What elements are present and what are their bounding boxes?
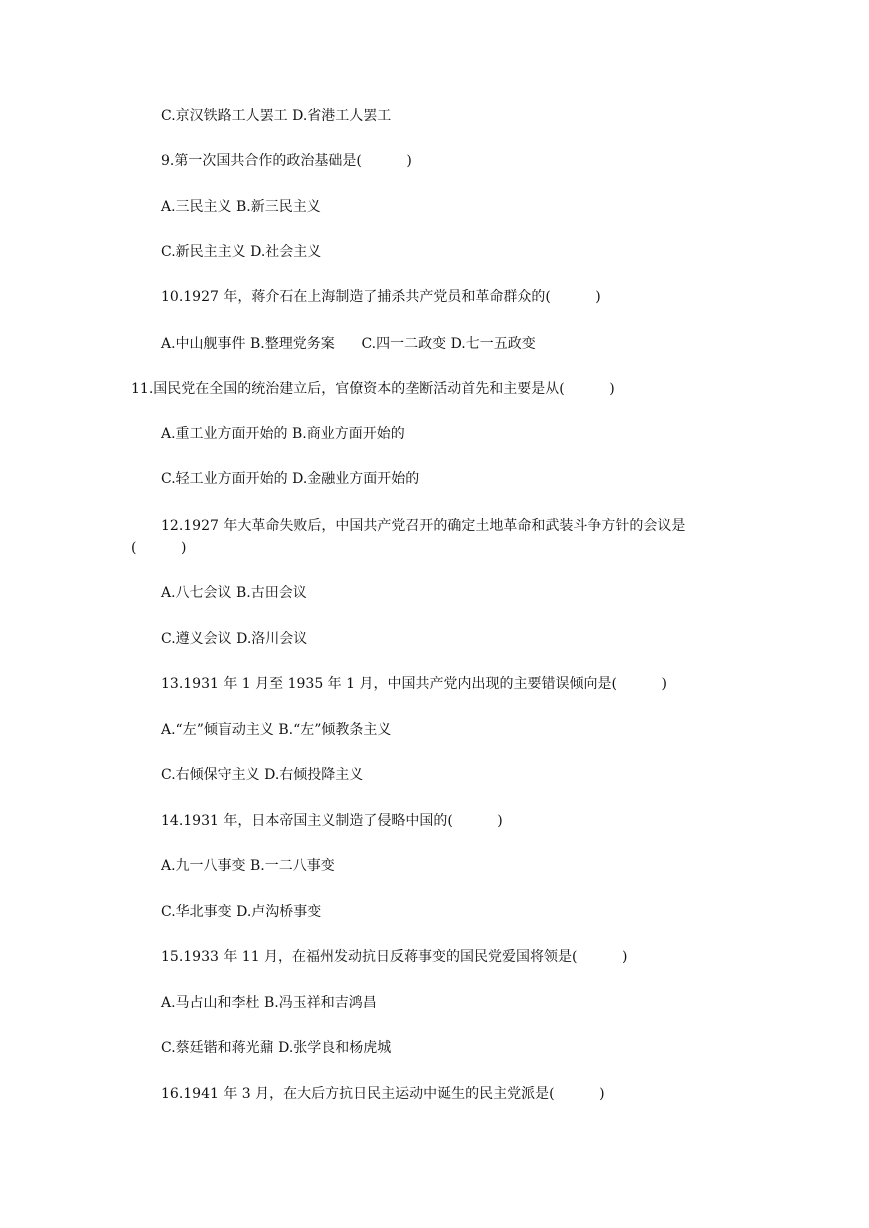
- option-line-9-cd: C.新民主主义 D.社会主义: [161, 244, 322, 260]
- question-16: 16.1941 年 3 月，在大后方抗日民主运动中诞生的民主党派是( ): [161, 1086, 605, 1102]
- question-10: 10.1927 年，蒋介石在上海制造了捕杀共产党员和革命群众的( ): [161, 289, 601, 305]
- question-9: 9.第一次国共合作的政治基础是( ): [161, 153, 412, 169]
- option-line-13-ab: A.“左”倾盲动主义 B.“左”倾教条主义: [161, 722, 392, 738]
- option-line-12-cd: C.遵义会议 D.洛川会议: [161, 631, 308, 647]
- option-line-14-cd: C.华北事变 D.卢沟桥事变: [161, 904, 322, 920]
- option-line-9-ab: A.三民主义 B.新三民主义: [161, 199, 321, 215]
- option-line-8-cd: C.京汉铁路工人罢工 D.省港工人罢工: [161, 108, 392, 124]
- question-12-blank: ( ): [131, 540, 187, 556]
- question-14: 14.1931 年，日本帝国主义制造了侵略中国的( ): [161, 813, 503, 829]
- option-line-13-cd: C.右倾保守主义 D.右倾投降主义: [161, 767, 364, 783]
- question-13: 13.1931 年 1 月至 1935 年 1 月，中国共产党内出现的主要错误倾向是( ): [161, 676, 667, 692]
- question-15: 15.1933 年 11 月，在福州发动抗日反蒋事变的国民党爱国将领是( ): [161, 949, 628, 965]
- option-line-14-ab: A.九一八事变 B.一二八事变: [161, 858, 335, 874]
- question-12: 12.1927 年大革命失败后，中国共产党召开的确定土地革命和武装斗争方针的会议是: [161, 518, 686, 534]
- option-line-10: A.中山舰事件 B.整理党务案 C.四一二政变 D.七一五政变: [161, 336, 536, 352]
- question-11: 11.国民党在全国的统治建立后，官僚资本的垄断活动首先和主要是从( ): [131, 381, 615, 397]
- option-line-15-cd: C.蔡廷锴和蒋光鼐 D.张学良和杨虎城: [161, 1040, 392, 1056]
- option-line-11-cd: C.轻工业方面开始的 D.金融业方面开始的: [161, 471, 420, 487]
- option-line-12-ab: A.八七会议 B.古田会议: [161, 585, 307, 601]
- option-line-11-ab: A.重工业方面开始的 B.商业方面开始的: [161, 426, 405, 442]
- option-line-15-ab: A.马占山和李杜 B.冯玉祥和吉鸿昌: [161, 995, 377, 1011]
